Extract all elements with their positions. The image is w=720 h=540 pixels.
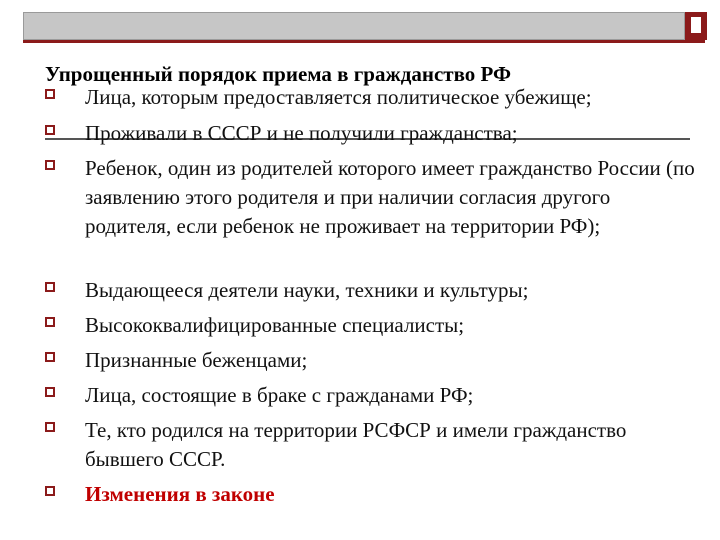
- square-bullet-icon: [45, 89, 55, 99]
- square-bullet-icon: [45, 317, 55, 327]
- slide-heading: Упрощенный порядок приема в гражданство РФ: [45, 62, 512, 86]
- square-bullet-icon: [45, 352, 55, 362]
- list-item-text: Лица, состоящие в браке с гражданами РФ;: [85, 383, 474, 407]
- list-item-text: Те, кто родился на территории РСФСР и имели гражданство бывшего СССР.: [85, 418, 627, 471]
- square-bullet-icon: [45, 282, 55, 292]
- list-item-text: Выдающееся деятели науки, техники и культуры;: [85, 278, 529, 302]
- square-bullet-icon: [45, 486, 55, 496]
- title-underline: [23, 40, 705, 43]
- list-item-text: Ребенок, один из родителей которого имеет гражданство России (по заявлению этого родителя и при наличии согласия другого родителя, если ребенок не проживает на территории РФ);: [85, 156, 695, 238]
- square-bullet-icon: [45, 387, 55, 397]
- list-item-text: Лица, которым предоставляется политическое убежище;: [85, 85, 592, 109]
- title-bar-band: [23, 12, 685, 40]
- changes-in-law-link[interactable]: Изменения в законе: [85, 482, 275, 506]
- square-bullet-icon: [45, 160, 55, 170]
- square-bullet-icon: [45, 125, 55, 135]
- list-item-text: Признанные беженцами;: [85, 348, 308, 372]
- list-item-text: Проживали в СССР и не получили гражданства;: [85, 121, 518, 145]
- corner-decoration-inner: [690, 16, 702, 34]
- list-item-text: Высококвалифицированные специалисты;: [85, 313, 465, 337]
- square-bullet-icon: [45, 422, 55, 432]
